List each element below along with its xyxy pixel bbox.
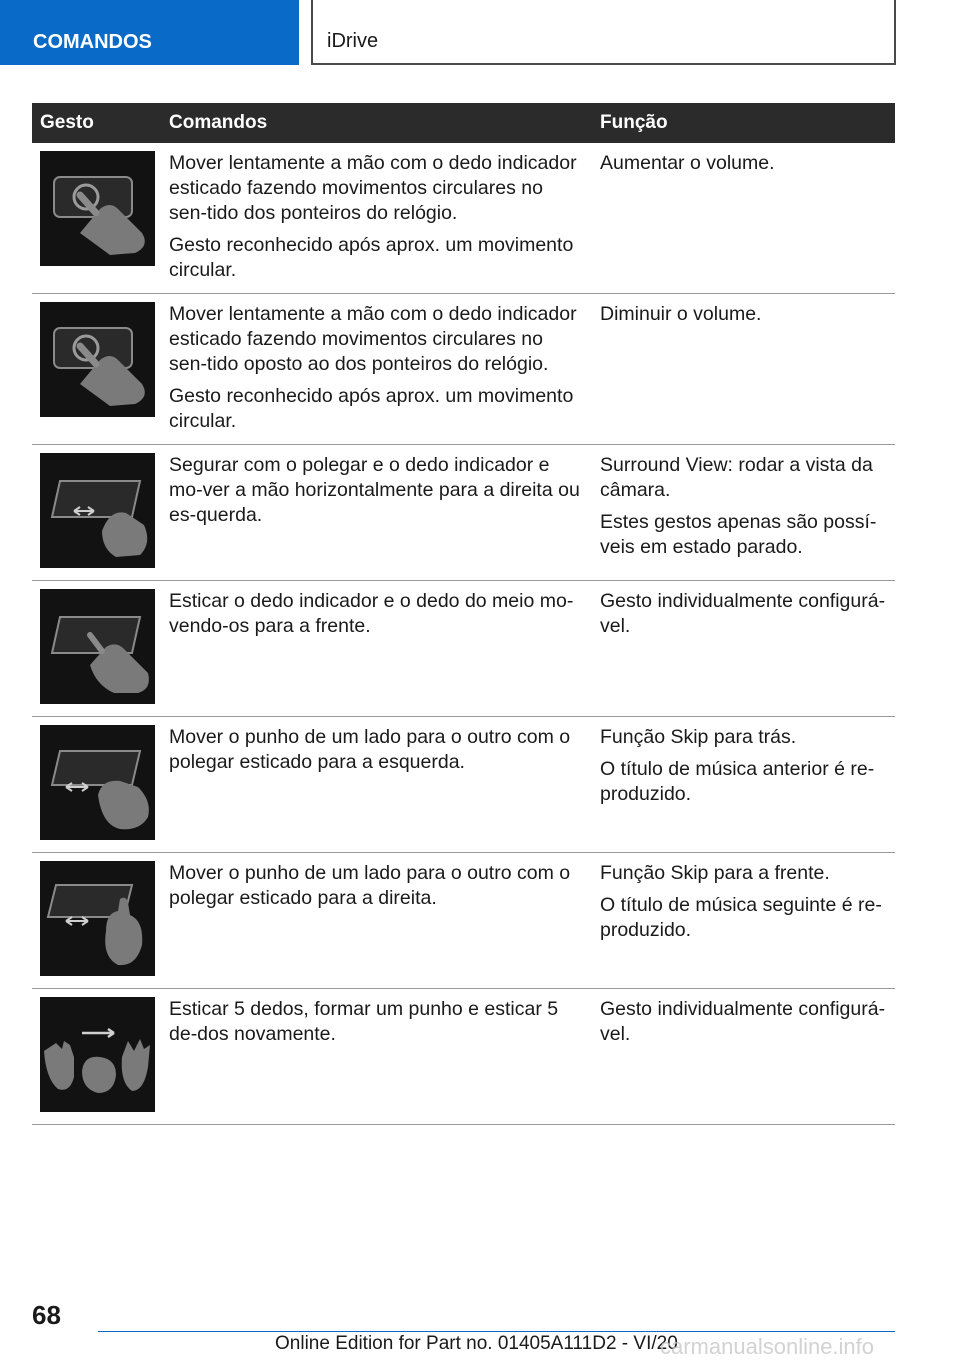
function-note: O título de música seguinte é re-produzido. [600,894,882,941]
table-row [32,445,895,581]
gesture-table [32,103,895,1125]
section-title: COMANDOS [33,31,152,53]
section-tab [0,0,299,65]
watermark: carmanualsonline.info [660,1334,875,1359]
command-text: Esticar 5 dedos, formar um punho e esticar 5 de-dos novamente. [169,998,559,1045]
command-text: Mover o punho de um lado para o outro com o polegar esticado para a esquerda. [169,726,571,773]
header-commands: Comandos [161,103,592,143]
header-gesture: Gesto [32,103,161,143]
rotate-counterclockwise-gesture-icon [40,302,155,417]
page-number: 68 [32,1300,61,1330]
chapter-tab [311,0,896,65]
table-row [32,581,895,717]
table-row [32,294,895,445]
chapter-title: iDrive [327,30,379,52]
table-row [32,143,895,294]
command-text: Mover o punho de um lado para o outro com o polegar esticado para a direita. [169,862,571,909]
open-fist-open-gesture-icon [40,997,155,1112]
command-note: Gesto reconhecido após aprox. um movimento circular. [169,385,574,432]
table-row [32,853,895,989]
thumb-right-gesture-icon [40,861,155,976]
footer-divider [98,1331,895,1332]
function-note: O título de música anterior é re-produzido. [600,758,875,805]
function-text: Surround View: rodar a vista da câmara. [600,454,873,501]
command-text: Mover lentamente a mão com o dedo indicador esticado fazendo movimentos circulares no sen-tido dos ponteiros do relógio. [169,152,577,224]
command-text: Esticar o dedo indicador e o dedo do meio mo-vendo-os para a frente. [169,590,574,637]
two-finger-point-gesture-icon [40,589,155,704]
rotate-clockwise-gesture-icon [40,151,155,266]
command-text: Segurar com o polegar e o dedo indicador e mo-ver a mão horizontalmente para a direita ou es-querda. [169,454,580,526]
table-row [32,717,895,853]
command-text: Mover lentamente a mão com o dedo indicador esticado fazendo movimentos circulares no sen-tido oposto ao dos ponteiros do relógio. [169,303,577,375]
pinch-swipe-gesture-icon [40,453,155,568]
table-row [32,989,895,1125]
header-function: Função [592,103,895,143]
function-text: Função Skip para trás. [600,726,797,748]
function-text: Gesto individualmente configurá-vel. [600,998,886,1045]
function-text: Aumentar o volume. [600,152,775,174]
command-note: Gesto reconhecido após aprox. um movimento circular. [169,234,574,281]
function-text: Função Skip para a frente. [600,862,830,884]
table-header-row [32,103,895,143]
function-text: Gesto individualmente configurá-vel. [600,590,886,637]
footer-edition-text: Online Edition for Part no. 01405A111D2 - VI/20 [275,1333,678,1354]
function-text: Diminuir o volume. [600,303,762,325]
thumb-left-gesture-icon [40,725,155,840]
function-note: Estes gestos apenas são possí-veis em estado parado. [600,511,877,558]
